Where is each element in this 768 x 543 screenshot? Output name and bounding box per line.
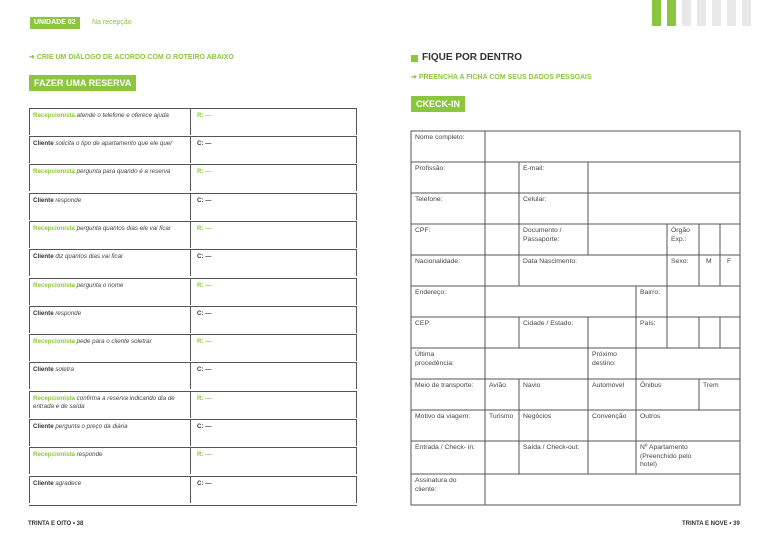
- role-label: Recepcionista: [33, 225, 75, 232]
- label-bairro: Bairro:: [640, 289, 661, 296]
- response-field[interactable]: R: —: [197, 168, 212, 175]
- label-cidade: Cidade / Estado:: [523, 320, 574, 327]
- role-label: Cliente: [33, 480, 54, 487]
- label-sexo-m: M: [706, 258, 712, 265]
- left-instruction-text: CRIE UM DIÁLOGO DE ACORDO COM O ROTEIRO ABAIXO: [36, 54, 234, 61]
- label-nacionalidade: Nacionalidade:: [415, 258, 460, 265]
- label-ultima-procedencia: Última procedência:: [415, 351, 454, 367]
- role-action: pergunta o preço da diária: [53, 423, 128, 430]
- role-action: diz quantos dias vai ficar: [53, 253, 124, 260]
- response-field[interactable]: R: —: [197, 338, 212, 345]
- left-page-footer: TRINTA E OITO • 38: [28, 521, 84, 527]
- option-convencao: Convenção: [592, 413, 627, 420]
- role-label: Recepcionista: [33, 395, 75, 402]
- response-field[interactable]: C: —: [197, 423, 212, 430]
- response-field[interactable]: R: —: [197, 395, 212, 402]
- role-action: atende o telefone e oferece ajuda: [74, 112, 169, 119]
- arrow-right-icon: ➔: [411, 74, 419, 81]
- label-sexo: Sexo:: [671, 258, 689, 265]
- role-label: Cliente: [33, 310, 54, 317]
- label-apartamento: Nº Apartamento (Preenchido pelo hotel): [640, 444, 692, 468]
- label-orgao: Órgão Exp.:: [671, 227, 690, 243]
- role-action: pergunta para quando é a reserva: [74, 168, 171, 175]
- label-celular: Celular:: [523, 196, 547, 203]
- role-action: agradece: [53, 480, 82, 487]
- role-label: Recepcionista: [33, 168, 75, 175]
- role-action: soletra: [53, 366, 74, 373]
- right-section-title: FIQUE POR DENTRO: [422, 52, 523, 63]
- label-profissao: Profissão:: [415, 165, 446, 172]
- role-action: pergunta quantos dias ele vai ficar: [74, 225, 171, 232]
- label-entrada: Entrada / Check- in:: [415, 444, 476, 451]
- option-navio: Navio: [523, 382, 541, 389]
- role-action: confirma a reserva indicando dia de entrada e de saída: [33, 395, 175, 410]
- right-instruction-text: PREENCHA A FICHA COM SEUS DADOS PESSOAIS: [418, 74, 592, 81]
- option-aviao: Avião: [489, 382, 506, 389]
- role-action: responde: [53, 197, 82, 204]
- response-field[interactable]: C: —: [197, 253, 212, 260]
- role-action: responde: [53, 310, 82, 317]
- left-section-title: FAZER UMA RESERVA: [29, 75, 136, 91]
- label-email: E-mail:: [523, 165, 545, 172]
- option-trem: Trem: [703, 382, 719, 389]
- unit-badge: UNIDADE 02: [30, 17, 80, 29]
- label-cpf: CPF:: [415, 227, 431, 234]
- form-title: CKECK-IN: [411, 96, 465, 112]
- label-assinatura: Assinatura do cliente:: [415, 477, 457, 493]
- role-action: pergunta o nome: [74, 282, 124, 289]
- role-label: Cliente: [33, 197, 54, 204]
- label-documento: Documento / Passaporte:: [523, 227, 562, 243]
- response-field[interactable]: C: —: [197, 480, 212, 487]
- label-meio-transporte: Meio de transporte:: [415, 382, 474, 389]
- role-label: Recepcionista: [33, 451, 75, 458]
- unit-title: Na recepção: [92, 19, 132, 26]
- response-field[interactable]: C: —: [197, 310, 212, 317]
- right-page-footer: TRINTA E NOVE • 39: [682, 521, 740, 527]
- role-action: responde: [74, 451, 103, 458]
- arrow-right-icon: ➔: [29, 54, 37, 61]
- label-pais: País:: [640, 320, 656, 327]
- role-label: Cliente: [33, 253, 54, 260]
- response-field[interactable]: C: —: [197, 140, 212, 147]
- response-field[interactable]: C: —: [197, 366, 212, 373]
- response-field[interactable]: R: —: [197, 282, 212, 289]
- label-cep: CEP:: [415, 320, 431, 327]
- role-action: solicita o tipo de apartamento que ele quer: [53, 140, 173, 147]
- label-saida: Saída / Check-out:: [523, 444, 580, 451]
- response-field[interactable]: R: —: [197, 451, 212, 458]
- option-onibus: Ônibus: [640, 382, 662, 389]
- role-label: Recepcionista: [33, 282, 75, 289]
- label-endereco: Endereço:: [415, 289, 446, 296]
- role-action: pede para o cliente soletrar: [74, 338, 152, 345]
- option-negocios: Negócios: [523, 413, 552, 420]
- label-nome: Nome completo:: [415, 134, 465, 141]
- role-label: Cliente: [33, 366, 54, 373]
- role-label: Recepcionista: [33, 112, 75, 119]
- option-turismo: Turismo: [489, 413, 514, 420]
- response-field[interactable]: R: —: [197, 112, 212, 119]
- role-label: Recepcionista: [33, 338, 75, 345]
- option-automovel: Automóvel: [592, 382, 625, 389]
- role-label: Cliente: [33, 423, 54, 430]
- label-nascimento: Data Nascimento:: [523, 258, 578, 265]
- label-motivo-viagem: Motivo da viagem:: [415, 413, 471, 420]
- label-telefone: Telefone:: [415, 196, 443, 203]
- role-label: Cliente: [33, 140, 54, 147]
- label-sexo-f: F: [727, 258, 732, 265]
- response-field[interactable]: C: —: [197, 197, 212, 204]
- response-field[interactable]: R: —: [197, 225, 212, 232]
- option-outros: Outros: [640, 413, 661, 420]
- label-proximo-destino: Próximo destino:: [592, 351, 617, 367]
